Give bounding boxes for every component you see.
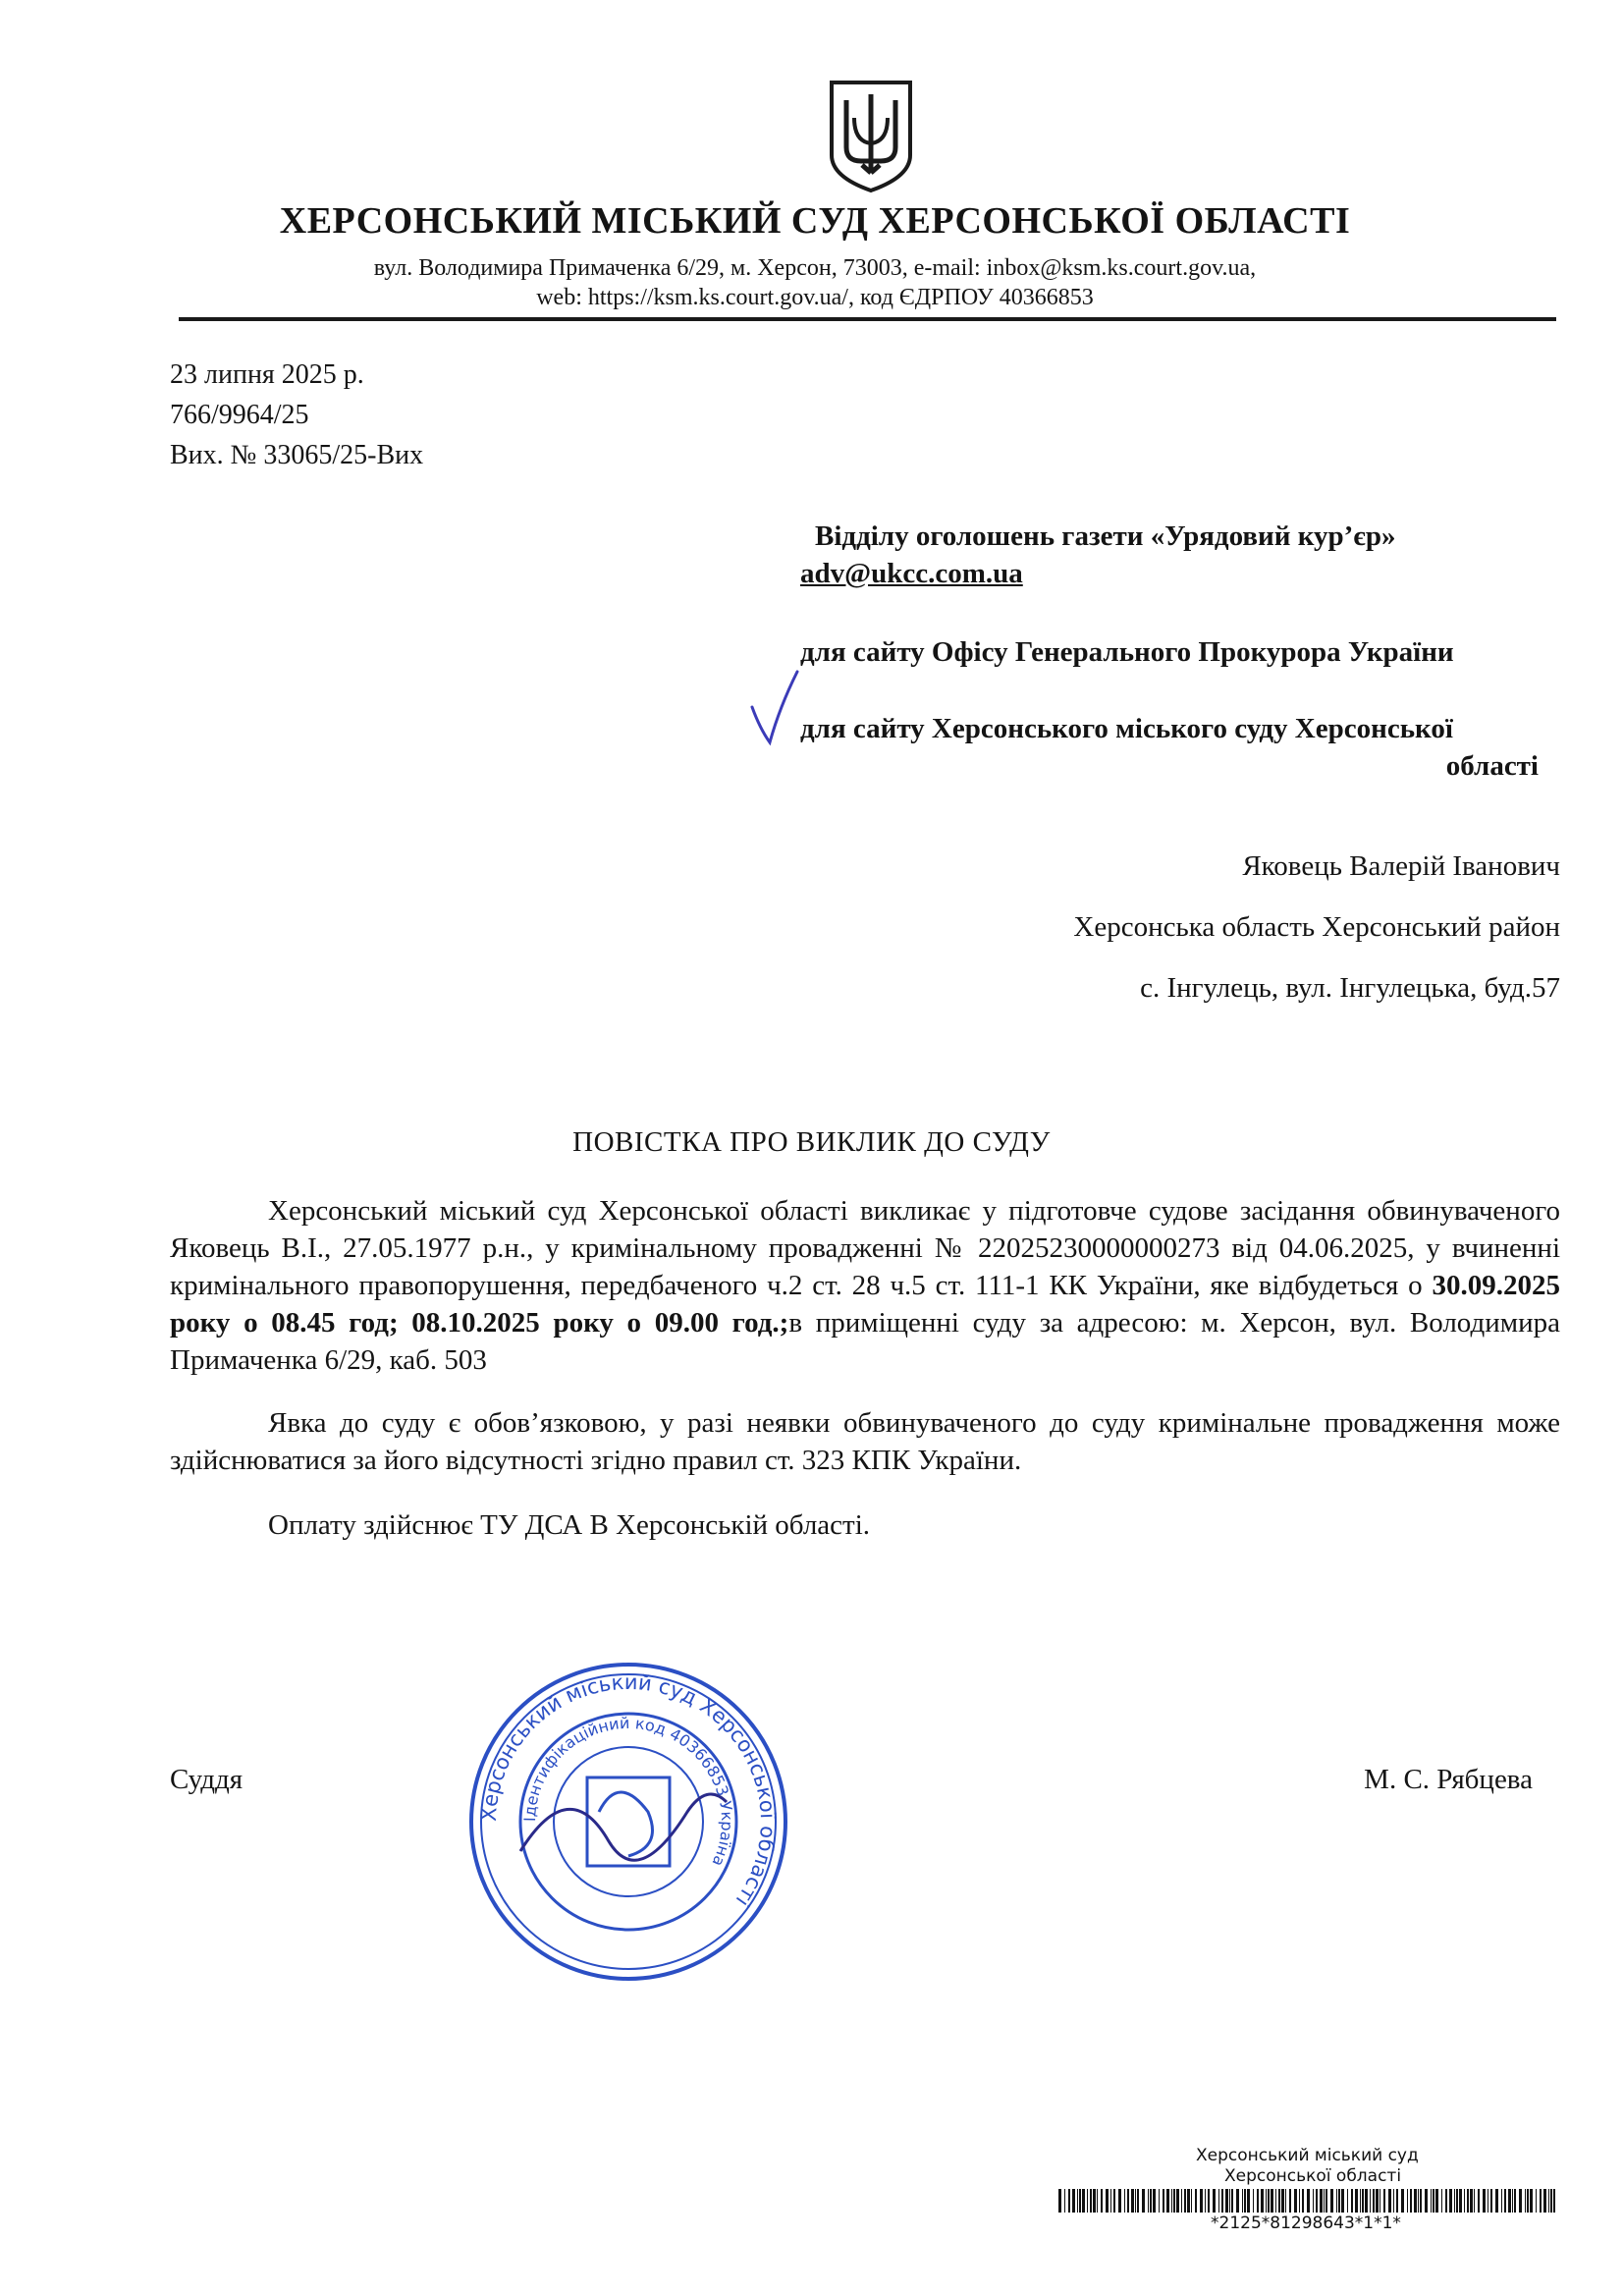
barcode-bar: [1148, 2189, 1149, 2213]
barcode-bar: [1072, 2189, 1075, 2213]
recipient-person-name: Яковець Валерій Іванович: [1242, 850, 1560, 882]
summons-title: ПОВІСТКА ПРО ВИКЛИК ДО СУДУ: [572, 1126, 1051, 1158]
barcode-bar: [1478, 2189, 1480, 2213]
barcode-bar: [1490, 2189, 1492, 2213]
barcode-bar: [1058, 2189, 1061, 2213]
barcode-bar: [1464, 2189, 1465, 2213]
barcode-bar: [1527, 2189, 1529, 2213]
barcode-bar: [1266, 2189, 1267, 2213]
summons-paragraph-1: [170, 1192, 1560, 1379]
barcode-bar: [1407, 2189, 1408, 2213]
barcode-bar: [1113, 2189, 1115, 2213]
barcode-bar: [1495, 2189, 1498, 2213]
barcode-bar: [1362, 2189, 1364, 2213]
barcode-bar: [1433, 2189, 1434, 2213]
barcode-bar: [1299, 2189, 1300, 2213]
barcode-bar: [1459, 2189, 1462, 2213]
barcode-bar: [1173, 2189, 1175, 2213]
summons-text-part2: в приміщенні суду за адресою: м. Херсон, вул. Володимира Примаченка 6/29, каб. 503: [170, 1307, 1560, 1376]
barcode-bar: [1414, 2189, 1417, 2213]
summons-paragraph-3: [170, 1506, 1560, 1544]
barcode-bar: [1166, 2189, 1169, 2213]
barcode-bar: [1150, 2189, 1152, 2213]
barcode-bar: [1514, 2189, 1516, 2213]
barcode: [1058, 2189, 1555, 2213]
barcode-bar: [1163, 2189, 1164, 2213]
barcode-bar: [1242, 2189, 1243, 2213]
barcode-bar: [1229, 2189, 1230, 2213]
barcode-bar: [1347, 2189, 1348, 2213]
summons-hearing-dates: 30.09.2025 року о 08.45 год; 08.10.2025 року о 09.00 год.;: [170, 1270, 1560, 1339]
barcode-bar: [1090, 2189, 1092, 2213]
barcode-bar: [1519, 2189, 1522, 2213]
barcode-bar: [1176, 2189, 1179, 2213]
barcode-bar: [1393, 2189, 1394, 2213]
barcode-bar: [1064, 2189, 1065, 2213]
barcode-bar: [1543, 2189, 1546, 2213]
barcode-bar: [1420, 2189, 1422, 2213]
barcode-bar: [1271, 2189, 1273, 2213]
barcode-bar: [1208, 2189, 1210, 2213]
barcode-bar: [1124, 2189, 1125, 2213]
barcode-bar: [1131, 2189, 1134, 2213]
barcode-bar: [1341, 2189, 1344, 2213]
barcode-bar: [1275, 2189, 1276, 2213]
barcode-bar: [1316, 2189, 1318, 2213]
barcode-bar: [1536, 2189, 1537, 2213]
court-address-line2: web: https://ksm.ks.court.gov.ua/, код ЄДРПОУ 40366853: [536, 285, 1094, 310]
barcode-bar: [1508, 2189, 1511, 2213]
barcode-text: *2125*81298643*1*1*: [1211, 2214, 1401, 2233]
barcode-bar: [1184, 2189, 1186, 2213]
barcode-bar: [1383, 2189, 1385, 2213]
barcode-bar: [1435, 2189, 1438, 2213]
document-date: 23 липня 2025 р.: [170, 359, 364, 390]
recipient-prosecutor-site: для сайту Офісу Генерального Прокурора України: [800, 636, 1454, 668]
court-seal-stamp: [461, 1655, 795, 1989]
footer-court-line2: Херсонської області: [1224, 2166, 1402, 2186]
barcode-bar: [1253, 2189, 1254, 2213]
barcode-bar: [1097, 2189, 1098, 2213]
judge-name: М. С. Рябцева: [1364, 1764, 1533, 1795]
barcode-bar: [1225, 2189, 1228, 2213]
barcode-bar: [1501, 2189, 1502, 2213]
barcode-bar: [1550, 2189, 1552, 2213]
barcode-bar: [1320, 2189, 1323, 2213]
checkmark-icon: [746, 668, 805, 746]
header-divider: [179, 317, 1556, 321]
barcode-bar: [1355, 2189, 1358, 2213]
barcode-bar: [1106, 2189, 1109, 2213]
barcode-bar: [1396, 2189, 1398, 2213]
seal-outer-text: Херсонський міський суд Херсонської області: [476, 1669, 781, 1911]
barcode-bar: [1077, 2189, 1078, 2213]
barcode-bar: [1336, 2189, 1337, 2213]
barcode-bar: [1376, 2189, 1379, 2213]
barcode-bar: [1221, 2189, 1223, 2213]
summons-paragraph-2: [170, 1404, 1560, 1479]
barcode-bar: [1191, 2189, 1192, 2213]
barcode-bar: [1153, 2189, 1156, 2213]
barcode-bar: [1127, 2189, 1129, 2213]
barcode-bar: [1454, 2189, 1455, 2213]
barcode-bar: [1101, 2189, 1103, 2213]
barcode-bar: [1388, 2189, 1391, 2213]
recipient-court-site-line1: для сайту Херсонського міського суду Херсонської: [800, 713, 1453, 744]
barcode-bar: [1401, 2189, 1404, 2213]
judge-label: Суддя: [170, 1764, 243, 1795]
barcode-bar: [1373, 2189, 1375, 2213]
summons-attendance-text: Явка до суду є обов’язковою, у разі неявки обвинуваченого до суду кримінальне провадження може здійснюватися за його відсутності згідно правил ст. 323 КПК України.: [170, 1407, 1560, 1476]
barcode-bar: [1205, 2189, 1206, 2213]
barcode-bar: [1330, 2189, 1333, 2213]
barcode-bar: [1236, 2189, 1239, 2213]
barcode-bar: [1418, 2189, 1419, 2213]
barcode-bar: [1530, 2189, 1533, 2213]
recipient-person-region: Херсонська область Херсонський район: [1073, 911, 1560, 943]
barcode-bar: [1082, 2189, 1085, 2213]
seal-inner-text: Ідентифікаційний код 40366853 Україна: [519, 1713, 737, 1870]
barcode-bar: [1079, 2189, 1081, 2213]
court-address-line1: вул. Володимира Примаченка 6/29, м. Херсон, 73003, e-mail: inbox@ksm.ks.court.gov.ua,: [373, 255, 1257, 281]
barcode-bar: [1365, 2189, 1368, 2213]
barcode-bar: [1431, 2189, 1432, 2213]
barcode-bar: [1294, 2189, 1297, 2213]
barcode-bar: [1313, 2189, 1314, 2213]
barcode-bar: [1474, 2189, 1475, 2213]
court-name: ХЕРСОНСЬКИЙ МІСЬКИЙ СУД ХЕРСОНСЬКОЇ ОБЛАСТІ: [279, 200, 1351, 242]
trident-coat-of-arms-icon: [827, 79, 915, 194]
barcode-bar: [1200, 2189, 1203, 2213]
barcode-bar: [1247, 2189, 1250, 2213]
barcode-bar: [1445, 2189, 1447, 2213]
barcode-bar: [1338, 2189, 1340, 2213]
barcode-bar: [1118, 2189, 1121, 2213]
barcode-bar: [1278, 2189, 1280, 2213]
recipient-newspaper-email[interactable]: adv@ukcc.com.ua: [800, 558, 1023, 589]
barcode-bar: [1257, 2189, 1259, 2213]
barcode-bar: [1068, 2189, 1070, 2213]
barcode-bar: [1285, 2189, 1286, 2213]
barcode-bar: [1231, 2189, 1233, 2213]
barcode-bar: [1307, 2189, 1310, 2213]
barcode-bar: [1370, 2189, 1371, 2213]
barcode-bar: [1261, 2189, 1264, 2213]
barcode-bar: [1548, 2189, 1549, 2213]
barcode-bar: [1187, 2189, 1190, 2213]
barcode-bar: [1087, 2189, 1088, 2213]
barcode-bar: [1135, 2189, 1136, 2213]
barcode-bar: [1410, 2189, 1412, 2213]
barcode-bar: [1093, 2189, 1096, 2213]
barcode-bar: [1540, 2189, 1542, 2213]
case-number: 766/9964/25: [170, 400, 309, 430]
barcode-bar: [1159, 2189, 1160, 2213]
barcode-bar: [1181, 2189, 1182, 2213]
barcode-bar: [1441, 2189, 1442, 2213]
barcode-bar: [1467, 2189, 1469, 2213]
barcode-bar: [1218, 2189, 1219, 2213]
barcode-bar: [1483, 2189, 1486, 2213]
seal-graphic: [471, 1665, 785, 1979]
barcode-bar: [1504, 2189, 1506, 2213]
barcode-bar: [1512, 2189, 1513, 2213]
barcode-bar: [1351, 2189, 1353, 2213]
footer-court-line1: Херсонський міський суд: [1196, 2146, 1419, 2165]
barcode-bar: [1110, 2189, 1111, 2213]
barcode-bar: [1449, 2189, 1452, 2213]
barcode-bar: [1360, 2189, 1361, 2213]
barcode-bar: [1324, 2189, 1325, 2213]
recipient-court-site-line2: області: [1445, 750, 1539, 782]
barcode-bar: [1244, 2189, 1246, 2213]
barcode-bar: [1289, 2189, 1291, 2213]
barcode-bar: [1325, 2189, 1327, 2213]
recipient-person-address: с. Інгулець, вул. Інгулецька, буд.57: [1140, 972, 1560, 1004]
barcode-bar: [1195, 2189, 1197, 2213]
barcode-bar: [1268, 2189, 1270, 2213]
barcode-bar: [1213, 2189, 1216, 2213]
barcode-bar: [1456, 2189, 1458, 2213]
summons-text-part1: Херсонський міський суд Херсонської області викликає у підготовче судове засідання обвинуваченого Яковець В.І., 27.05.1977 р.н., у кримінальному провадженні № 22025230000000273 від 04.06.2025, у вчиненні кримінального правопорушення, передбаченого ч.2 ст. 28 ч.5 ст. 111-1 КК України, яке відбудеться о: [170, 1195, 1560, 1301]
barcode-bar: [1553, 2189, 1555, 2213]
court-address: [177, 253, 1453, 312]
barcode-bar: [1281, 2189, 1284, 2213]
barcode-bar: [1425, 2189, 1428, 2213]
recipient-newspaper: Відділу оголошень газети «Урядовий кур’єр»: [815, 520, 1396, 552]
summons-payment-text: Оплату здійснює ТУ ДСА В Херсонській області.: [268, 1509, 871, 1541]
barcode-bar: [1142, 2189, 1145, 2213]
barcode-bar: [1171, 2189, 1172, 2213]
barcode-bar: [1137, 2189, 1139, 2213]
outgoing-number: Вих. № 33065/25-Вих: [170, 440, 424, 470]
barcode-bar: [1525, 2189, 1526, 2213]
barcode-bar: [1470, 2189, 1473, 2213]
barcode-bar: [1302, 2189, 1304, 2213]
